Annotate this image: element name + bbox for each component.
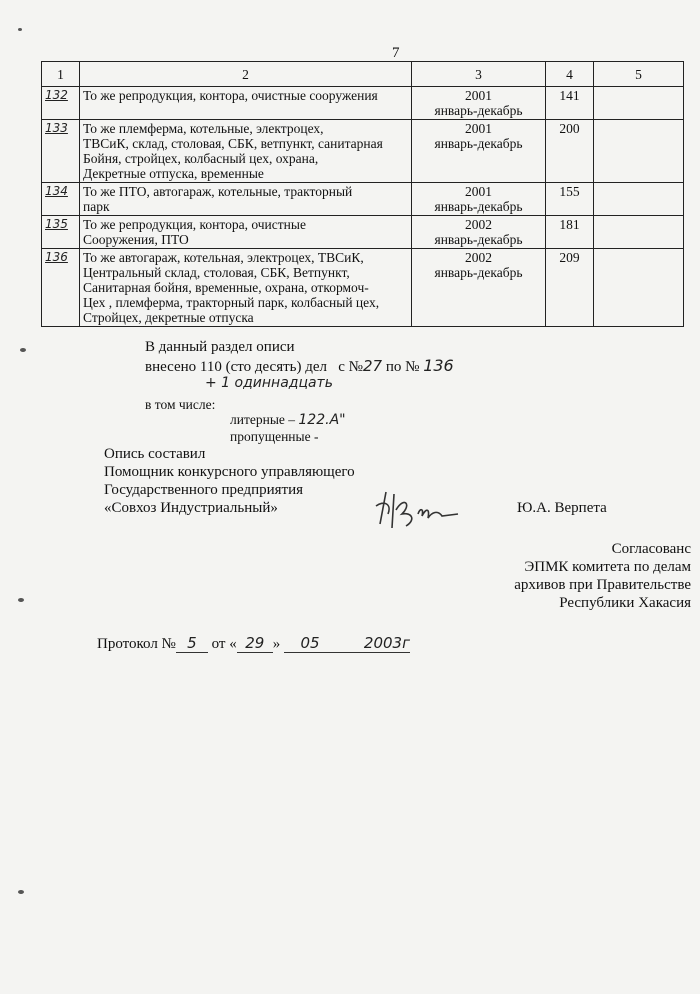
hand-from-number: 27 xyxy=(363,357,383,375)
row-date-cell xyxy=(412,183,546,216)
header-col-2: 2 xyxy=(80,62,412,87)
row-number: 133 xyxy=(45,121,68,135)
row-date-cell xyxy=(412,120,546,183)
row-count-cell xyxy=(546,87,594,120)
protocol-close: » xyxy=(272,636,281,652)
row-count-cell xyxy=(546,183,594,216)
row-count: 209 xyxy=(559,250,580,265)
row-description-line: То же ПТО, автогараж, котельные, тракторный xyxy=(83,184,353,199)
hand-to-number: 136 xyxy=(423,356,454,375)
table-row xyxy=(42,249,684,327)
row-description-cell xyxy=(80,183,412,216)
row-description-cell xyxy=(80,120,412,183)
row-description-line: То же автогараж, котельная, электроцех, ТВСиК, xyxy=(83,250,364,265)
protocol-line xyxy=(97,634,410,653)
table-header-row xyxy=(42,62,684,87)
summary-line-2 xyxy=(145,357,454,376)
row-description-line: То же репродукция, контора, очистные xyxy=(83,217,306,232)
row-description-line: Центральный склад, столовая, СБК, Ветпункт, xyxy=(83,265,350,280)
row-description-line: То же племферма, котельные, электроцех, xyxy=(83,121,324,136)
row-year: 2001 xyxy=(465,88,492,103)
row-count: 141 xyxy=(559,88,580,103)
row-description-cell xyxy=(80,87,412,120)
header-col-1: 1 xyxy=(42,62,80,87)
hand-protocol-year: 2003г xyxy=(336,634,410,653)
compiled-line-2: Помощник конкурсного управляющего xyxy=(104,464,355,480)
row-description-line: Бойня, стройцех, колбасный цех, охрана, xyxy=(83,151,319,166)
including-label: в том числе: xyxy=(145,397,216,412)
approval-line-1: Согласованс xyxy=(611,541,691,557)
row-year: 2002 xyxy=(465,250,492,265)
hand-protocol-number: 5 xyxy=(176,634,208,653)
row-number-cell xyxy=(42,216,80,249)
header-col-5: 5 xyxy=(594,62,684,87)
row-period: январь-декабрь xyxy=(434,103,523,118)
row-count: 155 xyxy=(559,184,580,199)
row-note-cell xyxy=(594,249,684,327)
page-number: 7 xyxy=(392,45,400,61)
row-count: 181 xyxy=(559,217,580,232)
compiled-line-3: Государственного предприятия xyxy=(104,482,304,498)
row-period: январь-декабрь xyxy=(434,232,523,247)
punch-mark-1 xyxy=(20,348,26,352)
protocol-from: от « xyxy=(211,636,237,652)
table-row xyxy=(42,216,684,249)
summary-line-1: В данный раздел описи xyxy=(145,339,295,355)
row-description-line: Стройцех, декретные отпуска xyxy=(83,310,254,325)
compiled-line-1: Опись составил xyxy=(104,446,206,462)
hand-protocol-month: 05 xyxy=(284,634,336,653)
row-description-line: Сооружения, ПТО xyxy=(83,232,189,247)
row-description-line: Санитарная бойня, временные, охрана, откормоч- xyxy=(83,280,369,295)
row-description-cell xyxy=(80,249,412,327)
row-number-cell xyxy=(42,249,80,327)
approval-line-4: Республики Хакасия xyxy=(559,595,691,611)
litera-line xyxy=(230,412,346,428)
row-description-line: Цех , племферма, тракторный парк, колбасный цех, xyxy=(83,295,380,310)
row-number-cell xyxy=(42,183,80,216)
row-period: январь-декабрь xyxy=(434,136,523,151)
hand-correction: + 1 одиннадцать xyxy=(205,375,333,391)
punch-mark-3 xyxy=(18,890,24,894)
approval-line-3: архивов при Правительстве xyxy=(514,577,691,593)
inventory-table xyxy=(41,61,684,327)
hand-litera: 122.А" xyxy=(298,412,346,428)
row-count-cell xyxy=(546,120,594,183)
row-date-cell xyxy=(412,216,546,249)
row-count-cell xyxy=(546,249,594,327)
row-year: 2001 xyxy=(465,184,492,199)
row-year: 2001 xyxy=(465,121,492,136)
row-period: январь-декабрь xyxy=(434,265,523,280)
hand-protocol-day: 29 xyxy=(237,634,273,653)
compiler-name: Ю.А. Верпета xyxy=(517,500,607,516)
summary-count-text: внесено 110 (сто десять) дел xyxy=(145,359,328,375)
summary-from-label: с № xyxy=(338,359,363,375)
row-description-line: ТВСиК, склад, столовая, СБК, ветпункт, санитарная xyxy=(83,136,383,151)
row-year: 2002 xyxy=(465,217,492,232)
row-number: 135 xyxy=(45,217,68,231)
row-number: 134 xyxy=(45,184,68,198)
signature-image xyxy=(372,484,462,534)
row-description-line: Декретные отпуска, временные xyxy=(83,166,264,181)
header-col-3: 3 xyxy=(412,62,546,87)
row-number-cell xyxy=(42,120,80,183)
approval-line-2: ЭПМК комитета по делам xyxy=(524,559,691,575)
row-note-cell xyxy=(594,87,684,120)
summary-to-label: по № xyxy=(385,359,420,375)
row-note-cell xyxy=(594,120,684,183)
row-number-cell xyxy=(42,87,80,120)
litera-label: литерные – xyxy=(230,412,296,427)
punch-mark-2 xyxy=(18,598,24,602)
header-col-4: 4 xyxy=(546,62,594,87)
row-number: 136 xyxy=(45,250,68,264)
row-description-line: парк xyxy=(83,199,110,214)
row-date-cell xyxy=(412,87,546,120)
row-note-cell xyxy=(594,216,684,249)
speck-mark xyxy=(18,28,22,31)
skipped-label: пропущенные - xyxy=(230,429,319,444)
protocol-label: Протокол № xyxy=(97,636,176,652)
row-period: январь-декабрь xyxy=(434,199,523,214)
row-note-cell xyxy=(594,183,684,216)
compiled-line-4: «Совхоз Индустриальный» xyxy=(104,500,278,516)
row-description-cell xyxy=(80,216,412,249)
row-number: 132 xyxy=(45,88,68,102)
row-date-cell xyxy=(412,249,546,327)
row-count-cell xyxy=(546,216,594,249)
table-row xyxy=(42,87,684,120)
row-description-line: То же репродукция, контора, очистные сооружения xyxy=(83,88,378,103)
table-row xyxy=(42,120,684,183)
row-count: 200 xyxy=(559,121,580,136)
table-row xyxy=(42,183,684,216)
